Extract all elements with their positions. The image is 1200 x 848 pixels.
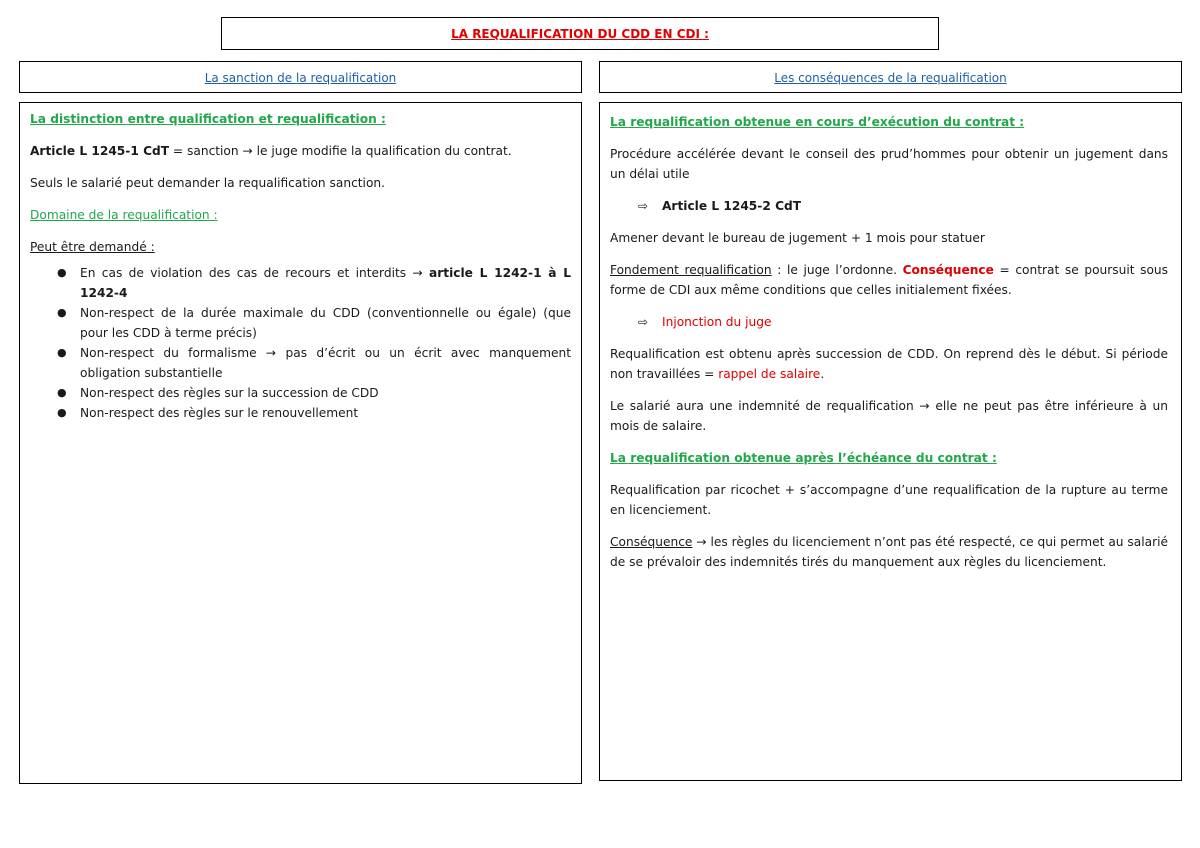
distinction-heading — [30, 109, 571, 129]
article-1245-1-paragraph — [30, 141, 571, 161]
bullet-icon: ● — [57, 406, 67, 419]
requal-obtenu-paragraph — [610, 344, 1168, 384]
list-item-text: Non-respect des règles sur la succession de CDD — [80, 386, 379, 400]
fondement-end-text: = contrat se poursuit sous forme de CDI aux même conditions que celles initialement fixées. — [610, 263, 1169, 297]
list-item-text: En cas de violation des cas de recours et interdits → — [80, 266, 430, 280]
article-1245-1-text: = sanction → le juge modifie la qualification du contrat. — [169, 144, 512, 158]
article-1245-1-ref: Article L 1245-1 CdT — [30, 144, 170, 158]
list-item-bold-ref: article L 1242-1 à L 1242-4 — [80, 266, 572, 300]
period-text: . — [820, 367, 825, 381]
domaine-bullet-list — [30, 263, 571, 423]
page-title: LA REQUALIFICATION DU CDD EN CDI : — [451, 27, 709, 41]
left-header-box — [19, 61, 582, 93]
cours-heading — [610, 112, 1168, 132]
fondement-label: Fondement requalification — [610, 263, 772, 277]
fondement-text: : le juge l’ordonne. — [771, 263, 903, 277]
apres-heading-text: La requalification obtenue après l’échéance du contrat : — [610, 451, 997, 465]
salarie-paragraph: Seuls le salarié peut demander la requalification sanction. — [30, 176, 385, 190]
list-item-text: Non-respect de la durée maximale du CDD (conventionnelle ou égale) (que pour les CDD à terme précis) — [80, 306, 571, 340]
list-item — [30, 403, 571, 423]
peut-etre-demande — [30, 237, 571, 257]
right-header-box — [599, 61, 1182, 93]
peut-etre-demande-text: Peut être demandé : — [30, 240, 155, 254]
injonction-text: Injonction du juge — [662, 315, 772, 329]
amener-paragraph: Amener devant le bureau de jugement + 1 mois pour statuer — [610, 231, 985, 245]
list-item-text: Non-respect des règles sur le renouvellement — [80, 406, 359, 420]
bullet-icon: ● — [57, 266, 67, 279]
title-box — [221, 17, 939, 50]
list-item — [30, 383, 571, 403]
ricochet-paragraph: Requalification par ricochet + s’accompagne d’une requalification de la rupture au terme en licenciement. — [610, 483, 1168, 517]
consequence-red-label: Conséquence — [902, 263, 994, 277]
list-item — [30, 343, 571, 383]
left-content-box — [19, 102, 582, 784]
left-header-title: La sanction de la requalification — [204, 71, 397, 85]
list-item — [30, 303, 571, 343]
right-header-title: Les conséquences de la requalification — [774, 71, 1007, 85]
right-content-box — [599, 102, 1182, 781]
arrow-right-icon: ⇨ — [638, 199, 649, 213]
apres-heading — [610, 448, 1168, 468]
distinction-heading-text: La distinction entre qualification et requalification : — [30, 112, 386, 126]
cours-heading-text: La requalification obtenue en cours d’exécution du contrat : — [610, 115, 1025, 129]
injonction-item — [610, 312, 1168, 332]
consequence-paragraph — [610, 532, 1168, 572]
rappel-salaire-text: rappel de salaire — [718, 367, 821, 381]
arrow-right-icon: ⇨ — [638, 315, 649, 329]
domaine-heading — [30, 205, 571, 225]
list-item-text: Non-respect du formalisme → pas d’écrit ou un écrit avec manquement obligation substantielle — [80, 346, 571, 380]
bullet-icon: ● — [57, 386, 67, 399]
consequence-label: Conséquence — [610, 535, 693, 549]
requal-obtenu-text: Requalification est obtenu après succession de CDD. On reprend dès le début. Si période non travaillées = — [610, 347, 1168, 381]
bullet-icon: ● — [57, 346, 67, 359]
bullet-icon: ● — [57, 306, 67, 319]
list-item — [30, 263, 571, 303]
indemnite-paragraph: Le salarié aura une indemnité de requalification → elle ne peut pas être inférieure à un mois de salaire. — [610, 399, 1168, 433]
consequence-text: → les règles du licenciement n’ont pas été respecté, ce qui permet au salarié de se prévaloir des indemnités tirés du manquement aux règles du licenciement. — [610, 535, 1168, 569]
article-1245-2-item — [610, 196, 1168, 216]
domaine-heading-text: Domaine de la requalification : — [30, 208, 218, 222]
fondement-paragraph — [610, 260, 1168, 300]
article-1245-2-ref: Article L 1245-2 CdT — [662, 199, 802, 213]
procedure-paragraph: Procédure accélérée devant le conseil des prud’hommes pour obtenir un jugement dans un délai utile — [610, 147, 1168, 181]
